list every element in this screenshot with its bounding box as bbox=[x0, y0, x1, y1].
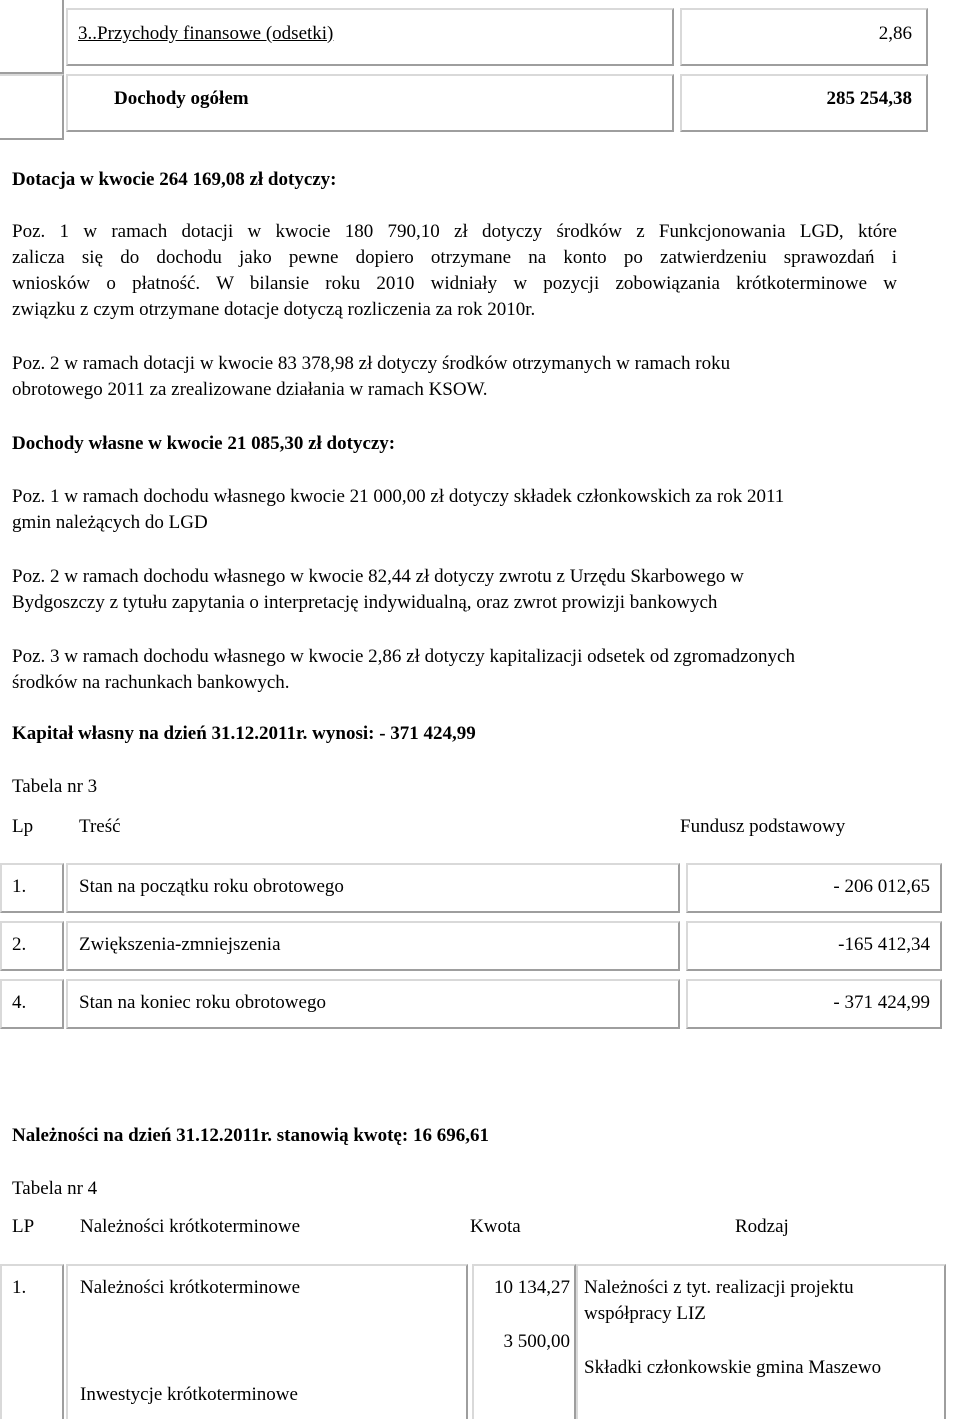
tabela3-row3-lp: 4. bbox=[12, 992, 27, 1013]
tabela4-row1-lp-cell bbox=[0, 1264, 64, 1419]
tabela3-row2-lp: 2. bbox=[12, 934, 27, 955]
poz1-dochod-paragraph bbox=[12, 484, 942, 536]
tabela4-row1-rodzaj2: Składki członkowskie gmina Maszewo bbox=[584, 1357, 882, 1378]
tabela3-row2-value: -165 412,34 bbox=[838, 934, 930, 955]
poz2-dochod-line1: Poz. 2 w ramach dochodu własnego w kwocie 82,44 zł dotyczy zwrotu z Urzędu Skarbowego w bbox=[12, 566, 744, 587]
tabela3-row1-tresc-cell bbox=[66, 863, 680, 913]
tabela3-header-tresc: Treść bbox=[79, 816, 121, 837]
dochody-ogolem-label: Dochody ogółem bbox=[114, 88, 249, 109]
tabela4-row1-kwota1: 10 134,27 bbox=[494, 1277, 570, 1298]
tabela3-row2-tresc: Zwiększenia-zmniejszenia bbox=[79, 934, 281, 955]
poz2-dotacja-paragraph bbox=[12, 351, 942, 403]
tabela3-header-fundusz: Fundusz podstawowy bbox=[680, 816, 846, 837]
tabela3-row1-tresc: Stan na początku roku obrotowego bbox=[79, 876, 344, 897]
poz3-dochod-paragraph bbox=[12, 644, 942, 696]
dochody-wlasne-heading: Dochody własne w kwocie 21 085,30 zł dotyczy: bbox=[12, 433, 396, 454]
tabela4-header-kwota: Kwota bbox=[470, 1216, 521, 1237]
poz1-dotacja-line4: związku z czym otrzymane dotacje dotyczą rozliczenia za rok 2010r. bbox=[12, 299, 536, 320]
poz1-dotacja-line2: zalicza się do dochodu jako pewne dopiero otrzymane na konto po zatwierdzeniu sprawozdań i bbox=[12, 247, 897, 268]
top-table-row1-label-cell bbox=[66, 8, 674, 66]
tabela4-row1-kwota-cell bbox=[472, 1264, 576, 1419]
tabela3-row3-tresc-cell bbox=[66, 979, 680, 1029]
top-table-row2-value-cell bbox=[680, 74, 928, 132]
tabela4-row1-rodzaj1-line2: współpracy LIZ bbox=[584, 1303, 706, 1324]
dochody-ogolem-value: 285 254,38 bbox=[826, 88, 912, 109]
tabela4-header-rodzaj: Rodzaj bbox=[735, 1216, 789, 1237]
poz2-dochod-line2: Bydgoszczy z tytułu zapytania o interpretację indywidualną, oraz zwrot prowizji bankowych bbox=[12, 592, 718, 613]
przychody-finansowe-value: 2,86 bbox=[878, 23, 912, 44]
tabela3-title: Tabela nr 3 bbox=[12, 776, 98, 797]
top-table-row2-label-cell bbox=[66, 74, 674, 132]
tabela3-row3-value-cell bbox=[686, 979, 942, 1029]
tabela3-row1-value: - 206 012,65 bbox=[833, 876, 930, 897]
tabela4-row1-nazwa: Należności krótkoterminowe bbox=[80, 1277, 301, 1298]
tabela3-row1-value-cell bbox=[686, 863, 942, 913]
dotacja-heading: Dotacja w kwocie 264 169,08 zł dotyczy: bbox=[12, 169, 337, 190]
poz1-dochod-line1: Poz. 1 w ramach dochodu własnego kwocie 21 000,00 zł dotyczy składek członkowskich za rok 2011 bbox=[12, 486, 785, 507]
tabela4-row1-rodzaj1-line1: Należności z tyt. realizacji projektu bbox=[584, 1277, 854, 1298]
poz2-dotacja-line2: obrotowego 2011 za zrealizowane działania w ramach KSOW. bbox=[12, 379, 488, 400]
tabela3-row3-tresc: Stan na koniec roku obrotowego bbox=[79, 992, 326, 1013]
tabela4-row1-kwota2: 3 500,00 bbox=[503, 1331, 570, 1352]
tabela3-row3-value: - 371 424,99 bbox=[833, 992, 930, 1013]
top-table-row1-empty-cell bbox=[0, 0, 64, 74]
tabela4-row1-rodzaj-cell bbox=[576, 1264, 946, 1419]
tabela3-row1-lp-cell bbox=[0, 863, 64, 913]
tabela4-header-naleznosci: Należności krótkoterminowe bbox=[80, 1216, 301, 1237]
tabela4-title: Tabela nr 4 bbox=[12, 1178, 98, 1199]
tabela4-row1-nazwa2: Inwestycje krótkoterminowe bbox=[80, 1384, 298, 1405]
poz3-dochod-line2: środków na rachunkach bankowych. bbox=[12, 672, 290, 693]
poz1-dotacja-line1: Poz. 1 w ramach dotacji w kwocie 180 790,10 zł dotyczy środków z Funkcjonowania LGD, które bbox=[12, 221, 897, 242]
poz1-dotacja-line3: wniosków o płatność. W bilansie roku 2010 widniały w pozycji zobowiązania krótkoterminowe w bbox=[12, 273, 897, 294]
top-table-row1-value-cell bbox=[680, 8, 928, 66]
tabela3-header-lp: Lp bbox=[12, 816, 34, 837]
naleznosci-heading: Należności na dzień 31.12.2011r. stanowią kwotę: 16 696,61 bbox=[12, 1125, 489, 1146]
poz1-dotacja-paragraph bbox=[12, 219, 897, 323]
top-table-row2-empty-cell bbox=[0, 74, 64, 140]
tabela3-row2-tresc-cell bbox=[66, 921, 680, 971]
poz1-dochod-line2: gmin należących do LGD bbox=[12, 512, 208, 533]
tabela3-row1-lp: 1. bbox=[12, 876, 27, 897]
tabela4-row1-lp: 1. bbox=[12, 1277, 27, 1298]
tabela4-header-lp: LP bbox=[12, 1216, 35, 1237]
przychody-finansowe-label: 3..Przychody finansowe (odsetki) bbox=[78, 23, 334, 44]
tabela3-row3-lp-cell bbox=[0, 979, 64, 1029]
kapital-wlasny-heading: Kapitał własny na dzień 31.12.2011r. wynosi: - 371 424,99 bbox=[12, 723, 476, 744]
poz2-dochod-paragraph bbox=[12, 564, 942, 616]
tabela4-row1-nazwa-cell bbox=[66, 1264, 468, 1419]
tabela3-row2-value-cell bbox=[686, 921, 942, 971]
poz2-dotacja-line1: Poz. 2 w ramach dotacji w kwocie 83 378,98 zł dotyczy środków otrzymanych w ramach roku bbox=[12, 353, 731, 374]
poz3-dochod-line1: Poz. 3 w ramach dochodu własnego w kwocie 2,86 zł dotyczy kapitalizacji odsetek od zgromadzonych bbox=[12, 646, 795, 667]
tabela3-row2-lp-cell bbox=[0, 921, 64, 971]
